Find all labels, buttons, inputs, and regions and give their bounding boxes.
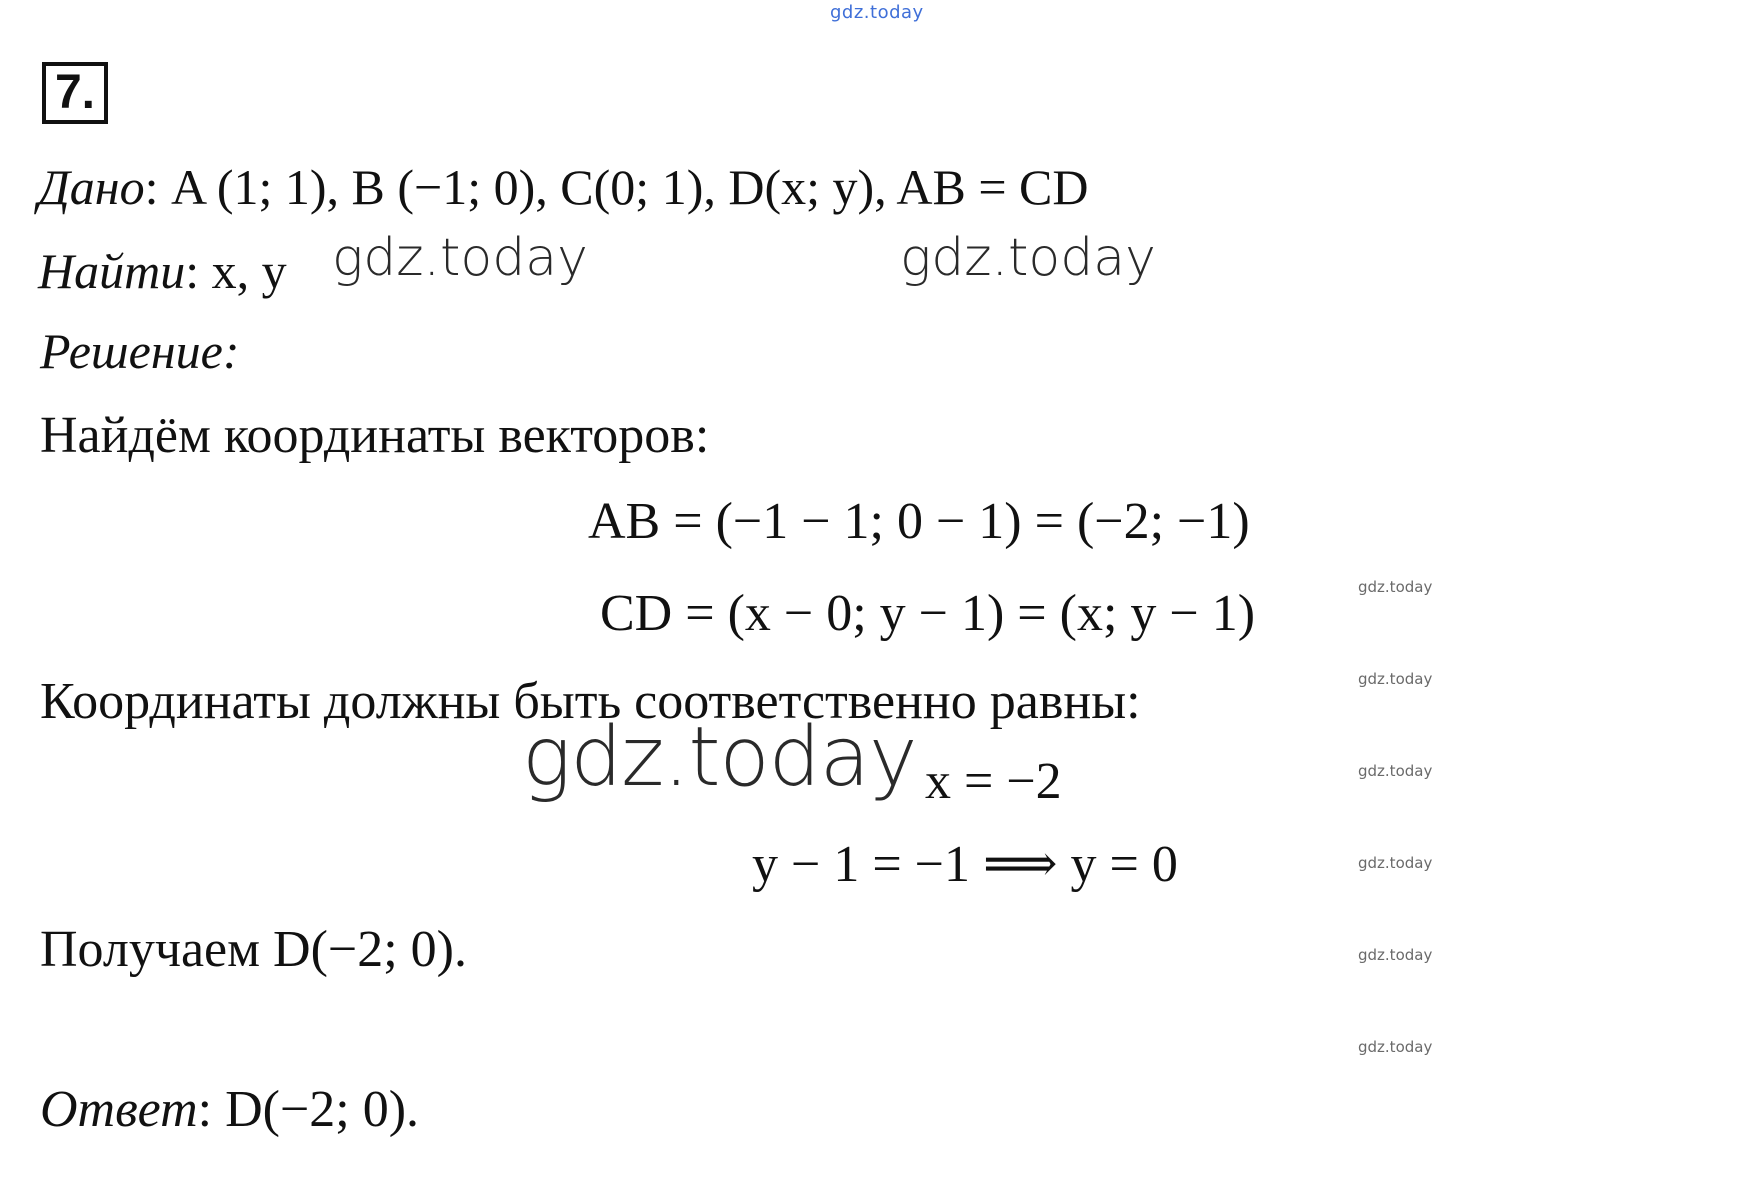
watermark-top: gdz.today bbox=[830, 2, 924, 23]
watermark-large: gdz.today bbox=[900, 228, 1156, 288]
equation-ab: AB = (−1 − 1; 0 − 1) = (−2; −1) bbox=[588, 493, 1250, 550]
watermark-small: gdz.today bbox=[1358, 854, 1433, 872]
step-result: Получаем D(−2; 0). bbox=[40, 921, 467, 978]
equation-x: x = −2 bbox=[925, 753, 1062, 810]
step-equal-coordinates: Координаты должны быть соответственно равны: bbox=[40, 673, 1141, 730]
watermark-large: gdz.today bbox=[332, 228, 588, 288]
watermark-small: gdz.today bbox=[1358, 670, 1433, 688]
watermark-small: gdz.today bbox=[1358, 762, 1433, 780]
watermark-large: gdz.today bbox=[522, 710, 917, 805]
solution-heading: Решение: bbox=[40, 323, 240, 379]
watermark-small: gdz.today bbox=[1358, 1038, 1433, 1056]
find-text: : x, y bbox=[185, 243, 287, 299]
step-find-vectors: Найдём координаты векторов: bbox=[40, 407, 710, 464]
problem-number: 7. bbox=[42, 62, 108, 124]
given-label: Дано bbox=[38, 159, 145, 215]
watermark-small: gdz.today bbox=[1358, 946, 1433, 964]
given-text: : A (1; 1), B (−1; 0), C(0; 1), D(x; y), AB = CD bbox=[144, 159, 1089, 215]
equation-cd: CD = (x − 0; y − 1) = (x; y − 1) bbox=[600, 585, 1256, 642]
answer-text: : D(−2; 0). bbox=[197, 1081, 420, 1138]
find-line bbox=[38, 242, 287, 300]
answer-line bbox=[40, 1080, 419, 1139]
find-label: Найти bbox=[38, 243, 186, 299]
answer-label: Ответ bbox=[40, 1081, 198, 1138]
watermark-small: gdz.today bbox=[1358, 578, 1433, 596]
given-line bbox=[38, 158, 1089, 216]
equation-y: y − 1 = −1 ⟹ y = 0 bbox=[752, 836, 1178, 893]
